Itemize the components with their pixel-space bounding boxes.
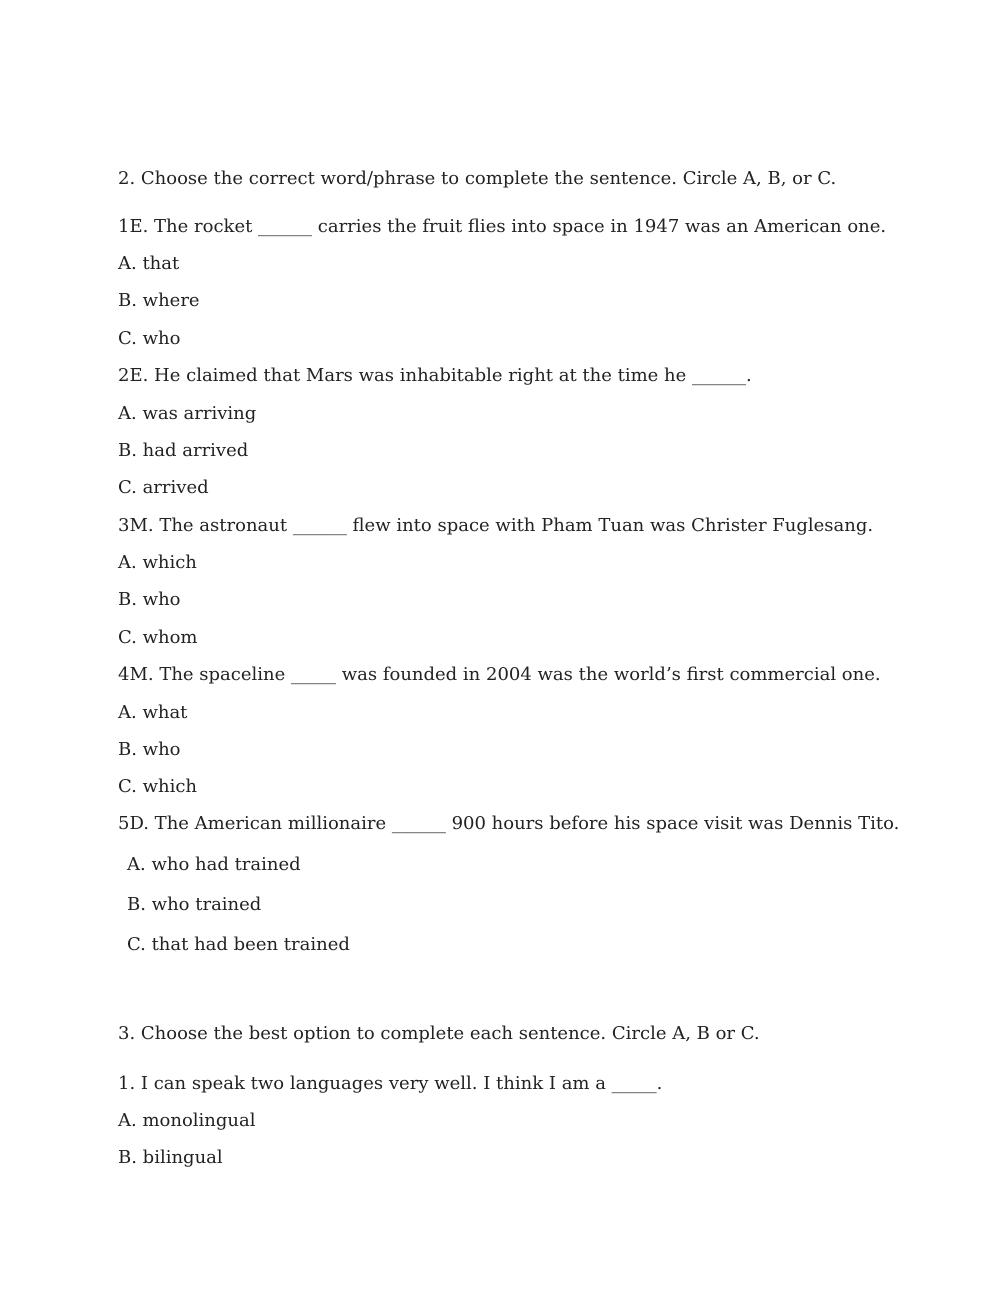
question-3m-option-a: A. which: [118, 552, 197, 573]
question-5d-stem: 5D. The American millionaire ______ 900 hours before his space visit was Dennis Tito.: [118, 813, 900, 834]
question-s3-1-option-b: B. bilingual: [118, 1147, 223, 1168]
question-4m-option-c: C. which: [118, 776, 198, 797]
question-4m-option-a: A. what: [118, 702, 188, 723]
question-3m-option-c: C. whom: [118, 627, 198, 648]
question-1e-stem: 1E. The rocket ______ carries the fruit flies into space in 1947 was an American one.: [118, 216, 887, 237]
section-2-heading: 2. Choose the correct word/phrase to complete the sentence. Circle A, B, or C.: [118, 168, 837, 189]
question-1e-option-a: A. that: [118, 253, 180, 274]
question-2e-option-a: A. was arriving: [118, 403, 257, 424]
question-1e-option-c: C. who: [118, 328, 181, 349]
question-4m-option-b: B. who: [118, 739, 181, 760]
question-s3-1-option-a: A. monolingual: [118, 1110, 256, 1131]
question-5d-option-a: A. who had trained: [127, 854, 301, 875]
question-1e-option-b: B. where: [118, 290, 200, 311]
question-2e-option-c: C. arrived: [118, 477, 209, 498]
question-5d-option-c: C. that had been trained: [127, 934, 350, 955]
question-2e-stem: 2E. He claimed that Mars was inhabitable right at the time he ______.: [118, 365, 752, 386]
question-3m-stem: 3M. The astronaut ______ flew into space with Pham Tuan was Christer Fuglesang.: [118, 515, 874, 536]
question-s3-1-stem: 1. I can speak two languages very well. I think I am a _____.: [118, 1073, 663, 1094]
question-5d-option-b: B. who trained: [127, 894, 262, 915]
question-3m-option-b: B. who: [118, 589, 181, 610]
question-2e-option-b: B. had arrived: [118, 440, 249, 461]
question-4m-stem: 4M. The spaceline _____ was founded in 2004 was the world’s first commercial one.: [118, 664, 881, 685]
section-3-heading: 3. Choose the best option to complete each sentence. Circle A, B or C.: [118, 1023, 760, 1044]
